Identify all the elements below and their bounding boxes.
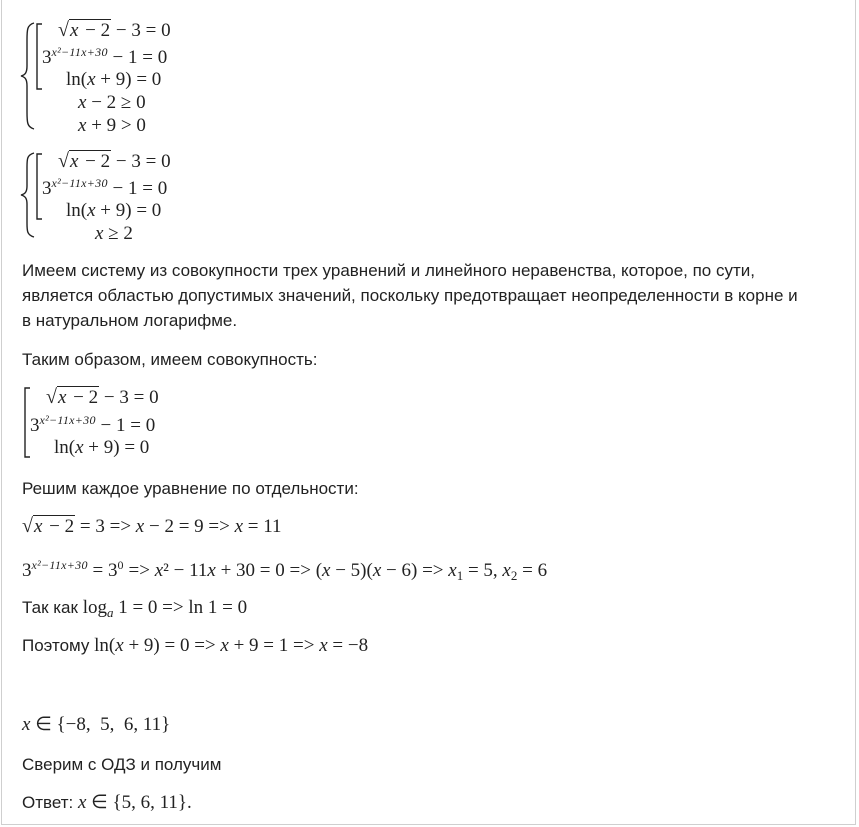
result-set: x ∈ {−8, 5, 6, 11} <box>22 714 171 735</box>
paragraph3: Решим каждое уравнение по отдельности: <box>22 479 359 498</box>
set-eq-exp: $3^{x^2-11x+30} - 1 = 0$ <box>30 413 156 436</box>
system1-eq-ln: ln(x + 9) = 0 <box>66 69 162 90</box>
paragraph1-line2: является областью допустимых значений, поскольку предотвращает неопределенности в корне и <box>22 286 798 305</box>
paragraph1-line3: в натуральном логарифме. <box>22 311 238 330</box>
system1-eq-root: √x − 2 − 3 = 0 <box>58 19 171 41</box>
check-line: Сверим с ОДЗ и получим <box>22 755 222 774</box>
system1-ineq2: x + 9 > 0 <box>78 115 146 136</box>
answer-label: Ответ: <box>22 793 74 812</box>
answer-line <box>22 791 192 814</box>
solution-root: √x − 2 = 3 => x − 2 = 9 => x = 11 <box>22 515 282 537</box>
system1-eq-exp: $3^{x^2-11x+30} - 1 = 0$ <box>42 45 168 68</box>
system2-ineq: x ≥ 2 <box>95 223 133 244</box>
system2-brace <box>20 152 36 238</box>
system2-eq-root: √x − 2 − 3 = 0 <box>58 150 171 172</box>
set-eq-ln: ln(x + 9) = 0 <box>54 437 150 458</box>
set-eq-root: √x − 2 − 3 = 0 <box>46 386 159 408</box>
answer-value: x ∈ {5, 6, 11}. <box>77 792 192 813</box>
paragraph1-line1: Имеем систему из совокупности трех уравнений и линейного неравенства, которое, по сути, <box>22 261 755 280</box>
system1-ineq1: x − 2 ≥ 0 <box>78 92 146 113</box>
paragraph2: Таким образом, имеем совокупность: <box>22 350 318 369</box>
system2-eq-ln: ln(x + 9) = 0 <box>66 200 162 221</box>
solution-log: Так как $\log_a 1 = 0 => \ln 1 = 0$ <box>22 597 248 620</box>
solution-log-prefix: Так как <box>22 598 78 617</box>
system1-brace <box>20 22 36 130</box>
solution-exp: $3^{x^2-11x+30} = 3^0 => x^2 - 11x + 30 = 0 => (x - 5)(x - 6) => x_1 = 5$, $x_2 = 6$ <box>22 558 548 583</box>
solution-therefore-prefix: Поэтому <box>22 636 90 655</box>
solution-therefore: Поэтому ln(x + 9) = 0 => x + 9 = 1 => x = −8 <box>22 635 369 656</box>
system2-eq-exp: $3^{x^2-11x+30} - 1 = 0$ <box>42 176 168 199</box>
